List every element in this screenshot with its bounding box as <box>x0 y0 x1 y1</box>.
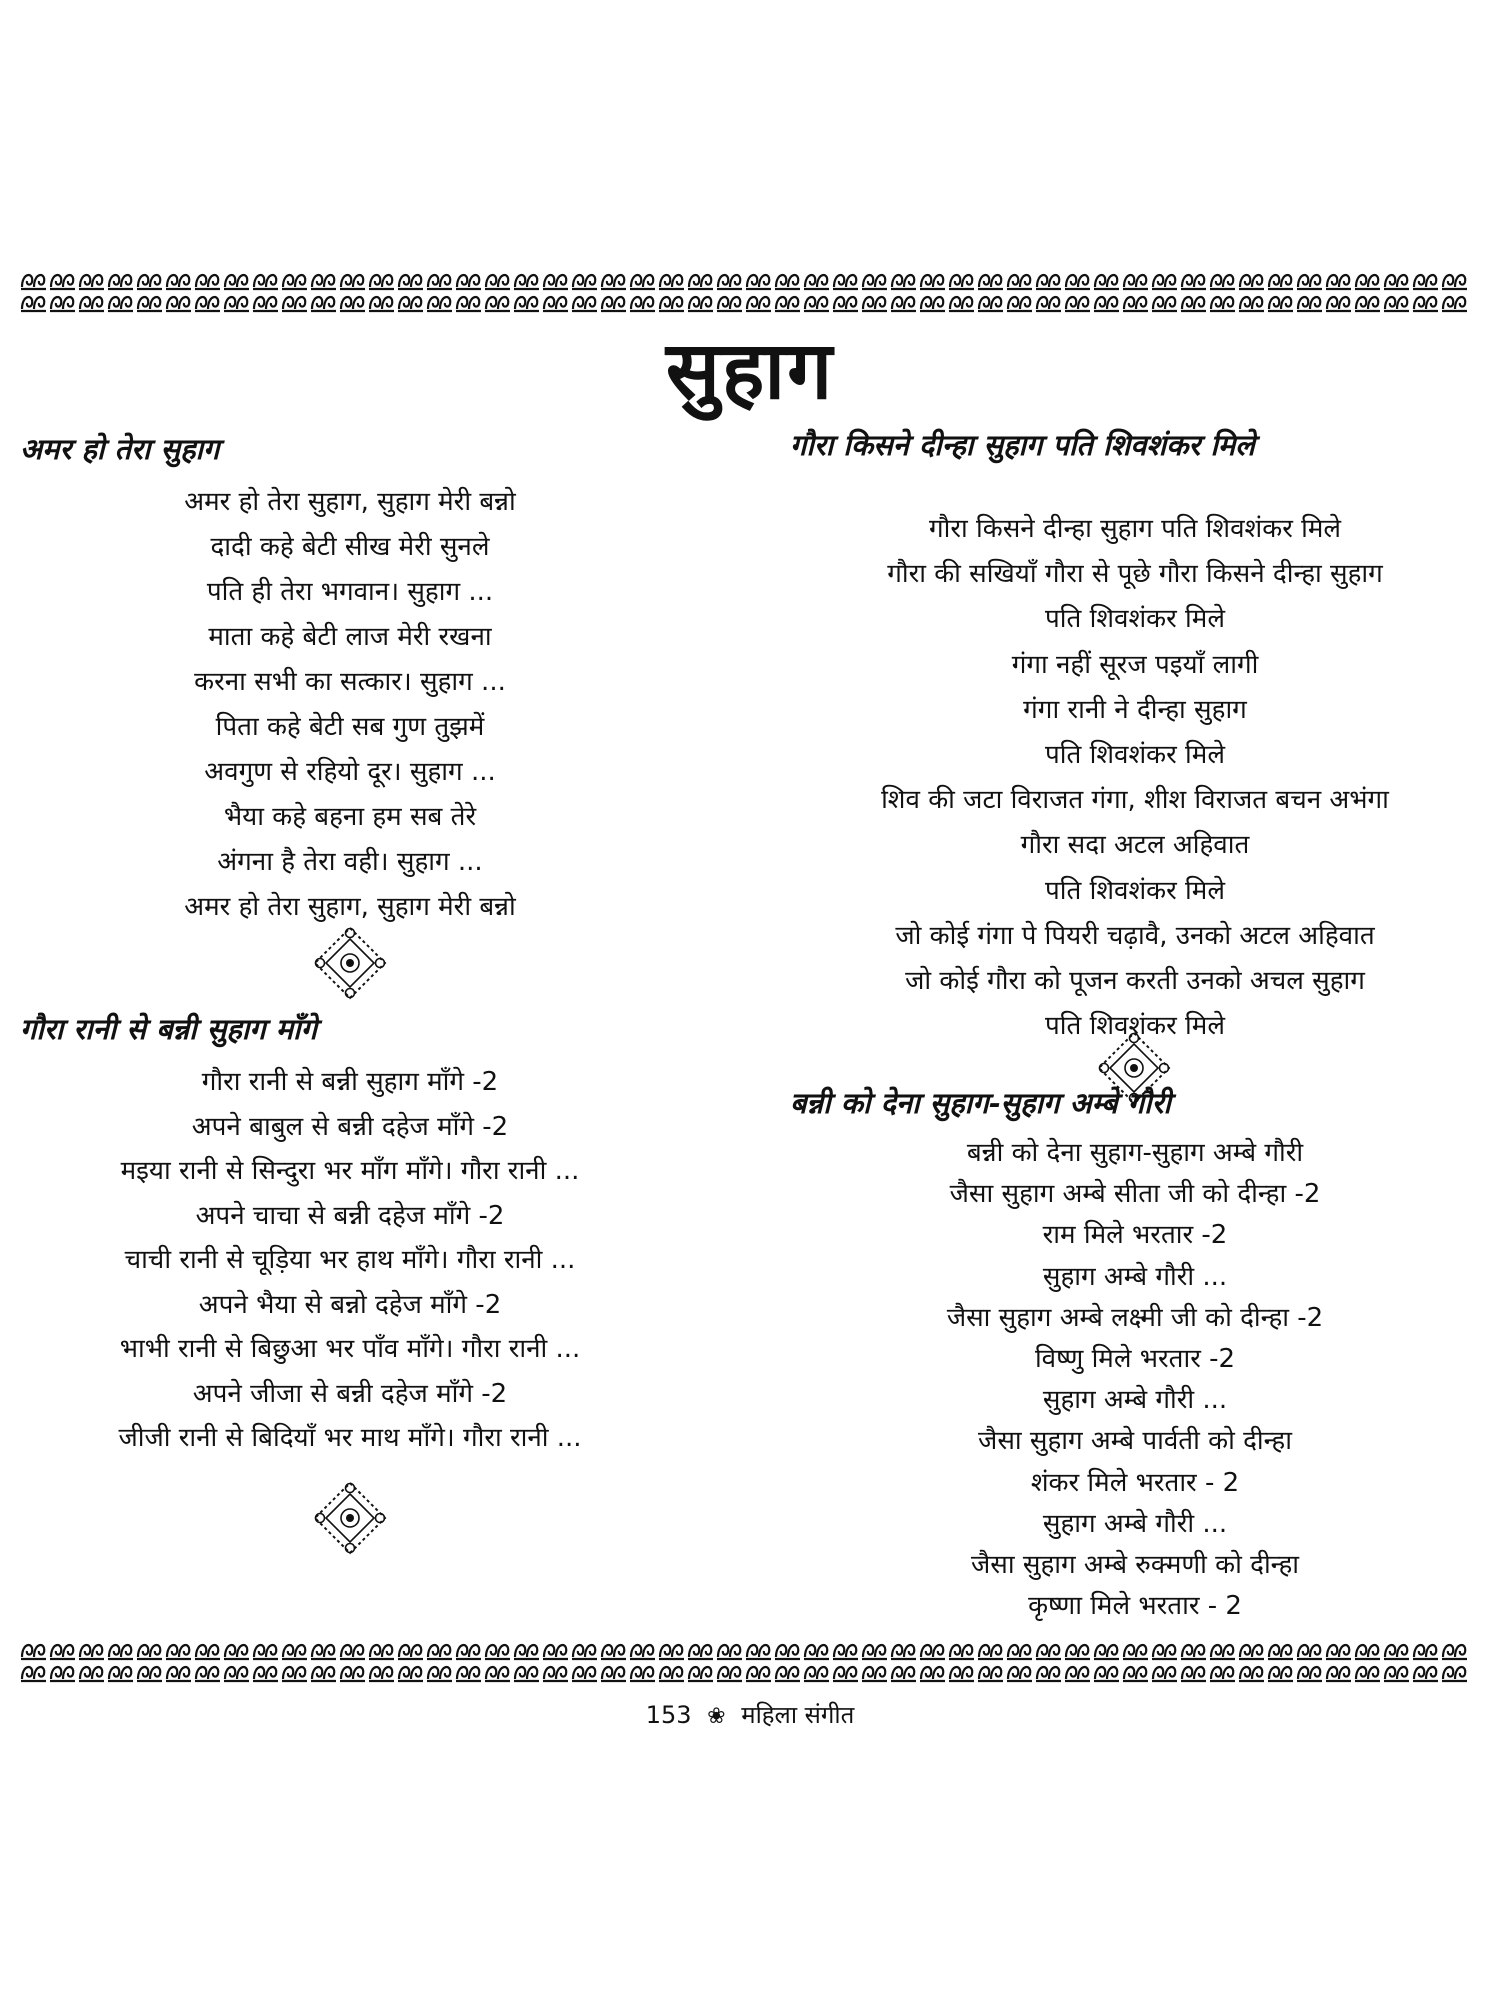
scroll-motif <box>340 275 365 289</box>
scroll-motif <box>340 1645 365 1659</box>
lyric-line: शिव की जटा विराजत गंगा, शीश विराजत बचन अभंगा <box>881 785 1389 816</box>
scroll-motif <box>1239 275 1264 289</box>
lyric-line: गौरा की सखियाँ गौरा से पूछे गौरा किसने दीन्हा सुहाग <box>887 559 1383 590</box>
scroll-motif <box>195 297 220 311</box>
scroll-motif <box>311 1645 336 1659</box>
scroll-motif <box>166 275 191 289</box>
scroll-motif <box>775 1667 800 1681</box>
scroll-motif <box>311 275 336 289</box>
scroll-motif <box>659 1645 684 1659</box>
scroll-motif <box>804 275 829 289</box>
lyric-line: माता कहे बेटी लाज मेरी रखना <box>208 622 492 652</box>
scroll-motif <box>224 275 249 289</box>
scroll-motif <box>746 1645 771 1659</box>
scroll-motif <box>659 275 684 289</box>
scroll-motif <box>833 1667 858 1681</box>
lyric-line: पति ही तेरा भगवान। सुहाग ... <box>206 577 494 607</box>
lyric-line: जो कोई गंगा पे पियरी चढ़ावै, उनको अटल अहिवात <box>895 920 1375 951</box>
scroll-motif <box>891 297 916 311</box>
scroll-motif <box>1152 1667 1177 1681</box>
lyric-line: विष्णु मिले भरतार -2 <box>1034 1344 1236 1375</box>
scroll-motif <box>717 1645 742 1659</box>
scroll-motif <box>1007 297 1032 311</box>
lyric-line: अवगुण से रहियो दूर। सुहाग ... <box>204 757 496 787</box>
diamond-ornament-icon <box>312 1480 388 1560</box>
scroll-motif <box>1442 275 1467 289</box>
scroll-motif <box>1094 297 1119 311</box>
scroll-motif <box>601 297 626 311</box>
scroll-motif <box>253 1645 278 1659</box>
top-decorative-border <box>18 270 1490 314</box>
scroll-motif <box>369 275 394 289</box>
scroll-motif <box>1094 1645 1119 1659</box>
lyric-line: जैसा सुहाग अम्बे सीता जी को दीन्हा -2 <box>949 1179 1321 1210</box>
scroll-motif <box>21 1667 46 1681</box>
song-lyrics-gaura-rani-se-banni <box>20 1060 680 1461</box>
scroll-motif <box>1123 275 1148 289</box>
song-lyrics-amar-ho-tera-suhag <box>20 480 680 930</box>
book-title: महिला संगीत <box>741 1701 855 1729</box>
lyric-line: अपने भैया से बन्नो दहेज माँगे -2 <box>198 1289 502 1320</box>
scroll-pattern-border <box>18 270 1490 314</box>
scroll-motif <box>1413 1667 1438 1681</box>
scroll-motif <box>775 297 800 311</box>
scroll-motif <box>50 297 75 311</box>
lyric-line: सुहाग अम्बे गौरी ... <box>1042 1385 1228 1416</box>
scroll-motif <box>543 275 568 289</box>
scroll-motif <box>891 275 916 289</box>
scroll-motif <box>1210 1667 1235 1681</box>
scroll-motif <box>427 1667 452 1681</box>
scroll-motif <box>572 1667 597 1681</box>
diamond-ornament-icon <box>312 925 388 1005</box>
page-footer <box>0 1700 1500 1732</box>
scroll-motif <box>601 1645 626 1659</box>
scroll-motif <box>108 275 133 289</box>
scroll-motif <box>572 1645 597 1659</box>
scroll-motif <box>659 297 684 311</box>
scroll-motif <box>920 275 945 289</box>
scroll-motif <box>195 275 220 289</box>
lyric-line: गंगा रानी ने दीन्हा सुहाग <box>1023 694 1247 725</box>
scroll-motif <box>601 275 626 289</box>
scroll-motif <box>1036 297 1061 311</box>
scroll-motif <box>1297 297 1322 311</box>
scroll-motif <box>543 297 568 311</box>
scroll-motif <box>1384 1645 1409 1659</box>
scroll-motif <box>1413 297 1438 311</box>
scroll-motif <box>282 297 307 311</box>
scroll-motif <box>543 1645 568 1659</box>
scroll-motif <box>21 297 46 311</box>
scroll-motif <box>891 1645 916 1659</box>
song-lyrics-gaura-kisne-dinha-suhag <box>790 507 1480 1049</box>
scroll-motif <box>398 275 423 289</box>
scroll-motif <box>195 1667 220 1681</box>
scroll-motif <box>920 1645 945 1659</box>
lyric-line: शंकर मिले भरतार - 2 <box>1030 1467 1240 1498</box>
scroll-motif <box>630 1667 655 1681</box>
scroll-motif <box>427 275 452 289</box>
lyric-line: अपने चाचा से बन्नी दहेज माँगे -2 <box>195 1200 505 1231</box>
scroll-motif <box>456 1645 481 1659</box>
lyric-line: पिता कहे बेटी सब गुण तुझमें <box>215 712 485 742</box>
scroll-motif <box>108 297 133 311</box>
scroll-motif <box>1384 297 1409 311</box>
scroll-motif <box>1413 275 1438 289</box>
scroll-motif <box>1268 297 1293 311</box>
scroll-motif <box>630 275 655 289</box>
lyric-line: करना सभी का सत्कार। सुहाग ... <box>194 667 506 697</box>
scroll-motif <box>1442 1667 1467 1681</box>
scroll-motif <box>833 1645 858 1659</box>
scroll-motif <box>1007 275 1032 289</box>
lyric-line: पति शिवशंकर मिले <box>1045 1011 1225 1042</box>
lyric-line: अपने बाबुल से बन्नी दहेज माँगे -2 <box>191 1111 509 1142</box>
scroll-motif <box>1181 275 1206 289</box>
lyric-line: चाची रानी से चूड़िया भर हाथ माँगे। गौरा रानी ... <box>124 1245 576 1275</box>
scroll-motif <box>485 1667 510 1681</box>
scroll-motif <box>1123 1645 1148 1659</box>
scroll-motif <box>804 1667 829 1681</box>
scroll-motif <box>253 275 278 289</box>
scroll-motif <box>21 275 46 289</box>
scroll-motif <box>1210 275 1235 289</box>
scroll-motif <box>108 1645 133 1659</box>
scroll-motif <box>50 275 75 289</box>
scroll-motif <box>1355 275 1380 289</box>
lyric-line: पति शिवशंकर मिले <box>1045 740 1225 771</box>
scroll-motif <box>1442 1645 1467 1659</box>
scroll-motif <box>949 297 974 311</box>
scroll-motif <box>1297 1667 1322 1681</box>
scroll-motif <box>514 297 539 311</box>
scroll-motif <box>659 1667 684 1681</box>
scroll-motif <box>804 297 829 311</box>
scroll-motif <box>1007 1667 1032 1681</box>
scroll-motif <box>427 297 452 311</box>
scroll-motif <box>1123 1667 1148 1681</box>
scroll-motif <box>1384 275 1409 289</box>
scroll-motif <box>1268 1645 1293 1659</box>
scroll-motif <box>746 275 771 289</box>
scroll-motif <box>311 1667 336 1681</box>
scroll-motif <box>311 297 336 311</box>
scroll-motif <box>1326 297 1351 311</box>
lyric-line: जो कोई गौरा को पूजन करती उनको अचल सुहाग <box>905 966 1365 997</box>
scroll-motif <box>456 1667 481 1681</box>
scroll-motif <box>1152 297 1177 311</box>
scroll-motif <box>1355 297 1380 311</box>
song-heading-gaura-rani-se-banni: गौरा रानी से बन्नी सुहाग माँगे <box>20 1012 317 1046</box>
scroll-motif <box>398 1645 423 1659</box>
scroll-motif <box>166 1667 191 1681</box>
scroll-motif <box>108 1667 133 1681</box>
song-heading-gaura-kisne-dinha-suhag: गौरा किसने दीन्हा सुहाग पति शिवशंकर मिले <box>790 428 1255 462</box>
scroll-motif <box>949 275 974 289</box>
scroll-motif <box>978 297 1003 311</box>
scroll-motif <box>862 275 887 289</box>
scroll-motif <box>485 275 510 289</box>
lyric-line: गौरा किसने दीन्हा सुहाग पति शिवशंकर मिले <box>928 514 1342 544</box>
scroll-motif <box>137 297 162 311</box>
scroll-motif <box>1355 1645 1380 1659</box>
scroll-motif <box>1326 275 1351 289</box>
scroll-motif <box>630 1645 655 1659</box>
scroll-motif <box>1413 1645 1438 1659</box>
scroll-motif <box>398 297 423 311</box>
scroll-motif <box>1181 297 1206 311</box>
scroll-motif <box>1065 1667 1090 1681</box>
scroll-motif <box>1239 1667 1264 1681</box>
scroll-motif <box>514 1645 539 1659</box>
scroll-motif <box>166 1645 191 1659</box>
scroll-motif <box>775 1645 800 1659</box>
scroll-motif <box>920 297 945 311</box>
scroll-motif <box>195 1645 220 1659</box>
scroll-motif <box>891 1667 916 1681</box>
lyric-line: गंगा नहीं सूरज पइयाँ लागी <box>1011 649 1259 680</box>
scroll-motif <box>398 1667 423 1681</box>
scroll-motif <box>717 1667 742 1681</box>
page-number: 153 <box>645 1701 692 1729</box>
scroll-motif <box>50 1645 75 1659</box>
scroll-motif <box>543 1667 568 1681</box>
scroll-motif <box>282 1667 307 1681</box>
scroll-motif <box>630 297 655 311</box>
scroll-motif <box>79 1667 104 1681</box>
scroll-motif <box>1326 1645 1351 1659</box>
scroll-motif <box>833 275 858 289</box>
scroll-motif <box>1268 275 1293 289</box>
scroll-motif <box>862 1667 887 1681</box>
scroll-motif <box>949 1645 974 1659</box>
scroll-motif <box>1239 1645 1264 1659</box>
lyric-line: अंगना है तेरा वही। सुहाग ... <box>217 847 483 877</box>
scroll-motif <box>1123 297 1148 311</box>
scroll-motif <box>572 275 597 289</box>
scroll-motif <box>282 275 307 289</box>
scroll-motif <box>485 297 510 311</box>
lyric-line: भैया कहे बहना हम सब तेरे <box>223 802 477 832</box>
lyric-line: गौरा रानी से बन्नी सुहाग माँगे -2 <box>201 1067 499 1097</box>
page-title: सुहाग <box>665 323 835 417</box>
scroll-motif <box>224 1645 249 1659</box>
scroll-motif <box>1007 1645 1032 1659</box>
scroll-motif <box>978 1645 1003 1659</box>
song-heading-banni-ko-dena-suhag: बन्नी को देना सुहाग-सुहाग अम्बे गौरी <box>790 1086 1171 1120</box>
scroll-motif <box>1210 297 1235 311</box>
lyric-line: सुहाग अम्बे गौरी ... <box>1042 1508 1228 1539</box>
scroll-motif <box>572 297 597 311</box>
scroll-motif <box>1094 1667 1119 1681</box>
scroll-motif <box>1036 1645 1061 1659</box>
scroll-motif <box>79 1645 104 1659</box>
scroll-motif <box>514 1667 539 1681</box>
scroll-motif <box>717 297 742 311</box>
lyric-line: जैसा सुहाग अम्बे पार्वती को दीन्हा <box>978 1426 1292 1457</box>
lyric-line: दादी कहे बेटी सीख मेरी सुनले <box>210 532 490 562</box>
scroll-motif <box>369 1645 394 1659</box>
flower-icon: ❀ <box>707 1704 726 1729</box>
scroll-motif <box>1065 275 1090 289</box>
lyric-line: कृष्णा मिले भरतार - 2 <box>1028 1591 1242 1622</box>
scroll-motif <box>137 1667 162 1681</box>
lyric-line: अपने जीजा से बन्नी दहेज माँगे -2 <box>192 1378 508 1409</box>
scroll-motif <box>746 297 771 311</box>
scroll-motif <box>340 297 365 311</box>
scroll-motif <box>1297 275 1322 289</box>
scroll-motif <box>775 275 800 289</box>
scroll-motif <box>21 1645 46 1659</box>
scroll-motif <box>456 275 481 289</box>
scroll-motif <box>1239 297 1264 311</box>
scroll-motif <box>1384 1667 1409 1681</box>
scroll-motif <box>224 1667 249 1681</box>
scroll-motif <box>1181 1667 1206 1681</box>
scroll-motif <box>1355 1667 1380 1681</box>
scroll-motif <box>50 1667 75 1681</box>
scroll-motif <box>688 297 713 311</box>
scroll-motif <box>949 1667 974 1681</box>
scroll-motif <box>253 297 278 311</box>
scroll-motif <box>601 1667 626 1681</box>
scroll-motif <box>1297 1645 1322 1659</box>
scroll-motif <box>514 275 539 289</box>
scroll-motif <box>1065 1645 1090 1659</box>
lyric-line: गौरा सदा अटल अहिवात <box>1020 830 1250 861</box>
scroll-motif <box>79 275 104 289</box>
lyric-line: अमर हो तेरा सुहाग, सुहाग मेरी बन्नो <box>184 487 516 517</box>
scroll-motif <box>137 1645 162 1659</box>
lyric-line: जैसा सुहाग अम्बे रुक्मणी को दीन्हा <box>971 1550 1299 1581</box>
scroll-pattern-border <box>18 1640 1490 1684</box>
scroll-motif <box>224 297 249 311</box>
scroll-motif <box>282 1645 307 1659</box>
scroll-motif <box>253 1667 278 1681</box>
lyric-line: पति शिवशंकर मिले <box>1045 604 1225 635</box>
scroll-motif <box>746 1667 771 1681</box>
scroll-motif <box>427 1645 452 1659</box>
lyric-line: मइया रानी से सिन्दुरा भर माँग माँगे। गौरा रानी ... <box>120 1156 580 1186</box>
scroll-motif <box>369 1667 394 1681</box>
scroll-motif <box>862 297 887 311</box>
lyric-line: बन्नी को देना सुहाग-सुहाग अम्बे गौरी <box>966 1138 1304 1168</box>
scroll-motif <box>920 1667 945 1681</box>
scroll-motif <box>166 297 191 311</box>
scroll-motif <box>978 1667 1003 1681</box>
scroll-motif <box>1268 1667 1293 1681</box>
bottom-decorative-border <box>18 1640 1490 1684</box>
scroll-motif <box>1181 1645 1206 1659</box>
scroll-motif <box>833 297 858 311</box>
scroll-motif <box>485 1645 510 1659</box>
scroll-motif <box>804 1645 829 1659</box>
lyric-line: जैसा सुहाग अम्बे लक्ष्मी जी को दीन्हा -2 <box>946 1302 1324 1333</box>
scroll-motif <box>1326 1667 1351 1681</box>
scroll-motif <box>79 297 104 311</box>
scroll-motif <box>1210 1645 1235 1659</box>
scroll-motif <box>688 275 713 289</box>
lyric-line: राम मिले भरतार -2 <box>1042 1220 1228 1251</box>
scroll-motif <box>1094 275 1119 289</box>
scroll-motif <box>1152 1645 1177 1659</box>
scroll-motif <box>688 1667 713 1681</box>
scroll-motif <box>1036 1667 1061 1681</box>
scroll-motif <box>1442 297 1467 311</box>
scroll-motif <box>978 275 1003 289</box>
lyric-line: सुहाग अम्बे गौरी ... <box>1042 1261 1228 1292</box>
scroll-motif <box>1152 275 1177 289</box>
scroll-motif <box>688 1645 713 1659</box>
scroll-motif <box>717 275 742 289</box>
lyric-line: जीजी रानी से बिदियाँ भर माथ माँगे। गौरा रानी ... <box>118 1423 582 1453</box>
scroll-motif <box>369 297 394 311</box>
lyric-line: अमर हो तेरा सुहाग, सुहाग मेरी बन्नो <box>184 892 516 922</box>
lyric-line: भाभी रानी से बिछुआ भर पाँव माँगे। गौरा रानी ... <box>119 1334 581 1364</box>
song-heading-amar-ho-tera-suhag: अमर हो तेरा सुहाग <box>20 432 220 466</box>
scroll-motif <box>1065 297 1090 311</box>
scroll-motif <box>340 1667 365 1681</box>
scroll-motif <box>862 1645 887 1659</box>
scroll-motif <box>137 275 162 289</box>
lyric-line: पति शिवशंकर मिले <box>1045 875 1225 906</box>
scroll-motif <box>1036 275 1061 289</box>
song-lyrics-banni-ko-dena-suhag <box>790 1133 1480 1627</box>
scroll-motif <box>456 297 481 311</box>
